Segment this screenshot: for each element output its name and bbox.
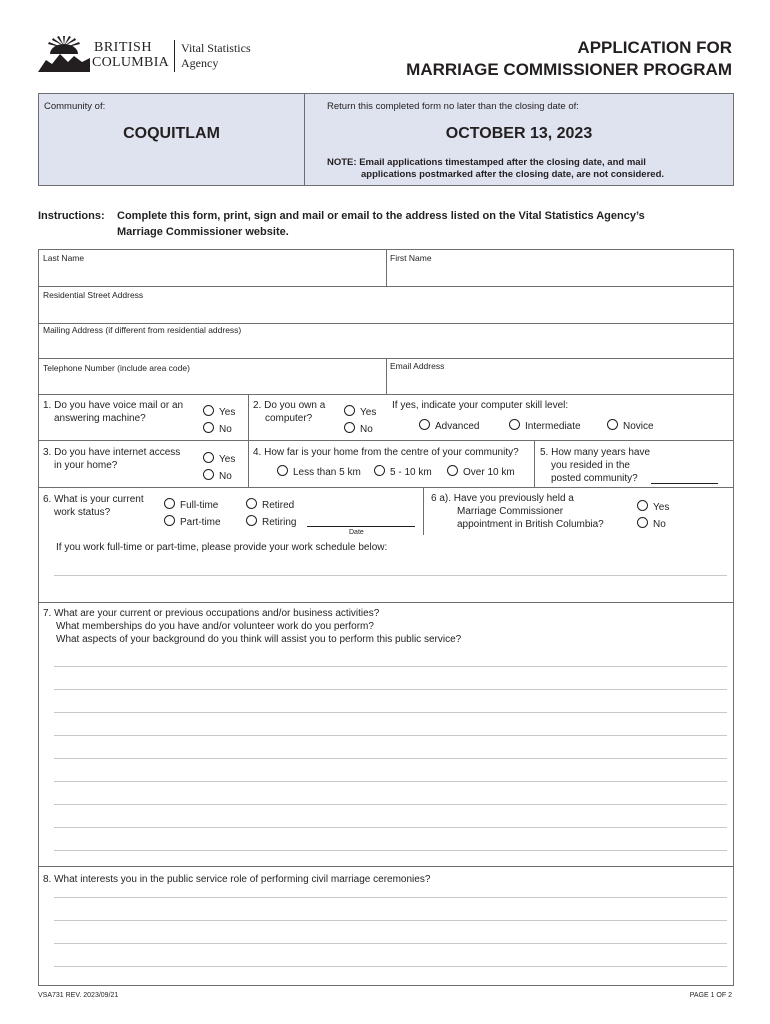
last-name-field[interactable] [39,262,385,285]
q6-text-line2: work status? [54,507,111,518]
q2-yes-radio[interactable] [344,405,355,416]
work-parttime-label: Part-time [180,517,221,528]
q6-text-line1: 6. What is your current [43,494,144,505]
skill-intermediate-label: Intermediate [525,421,581,432]
last-name-label: Last Name [43,253,85,263]
q7-text-line1: 7. What are your current or previous occupations and/or business activities? [43,608,380,619]
q8-answer-line[interactable] [54,966,727,967]
q7-answer-line[interactable] [54,712,727,713]
q6a-text-line2: Marriage Commissioner [457,506,564,517]
q7-answer-line[interactable] [54,804,727,805]
page-number: PAGE 1 OF 2 [689,992,732,999]
email-field[interactable] [387,371,732,393]
q1-text-line1: 1. Do you have voice mail or an [43,400,184,411]
distance-over10-label: Over 10 km [463,467,515,478]
q5-text-line3: posted community? [551,473,638,484]
application-info-box [38,93,734,186]
work-retiring-label: Retiring [262,517,297,528]
logo-divider [174,40,175,72]
work-retiring-radio[interactable] [246,515,257,526]
q6a-no-label: No [653,519,666,530]
years-resided-field[interactable] [651,483,718,484]
q8-answer-line[interactable] [54,897,727,898]
q6a-text-line1: 6 a). Have you previously held a [431,493,574,504]
skill-novice-radio[interactable] [607,419,618,430]
work-schedule-prompt: If you work full-time or part-time, please provide your work schedule below: [56,542,388,553]
logo-agency-line2: Agency [181,56,219,70]
q1-yes-radio[interactable] [203,405,214,416]
distance-5to10-label: 5 - 10 km [390,467,432,478]
q6a-text-line3: appointment in British Columbia? [457,519,604,530]
q7-answer-line[interactable] [54,827,727,828]
instructions-label: Instructions: [38,210,105,222]
q2-text-line1: 2. Do you own a [253,400,326,411]
q4-text: 4. How far is your home from the centre of your community? [253,447,519,458]
q7-text-line3: What aspects of your background do you think will assist you to perform this public service? [56,634,462,645]
q7-answer-line[interactable] [54,689,727,690]
work-fulltime-label: Full-time [180,500,219,511]
application-form [38,249,734,986]
bc-logo [38,36,253,76]
q7-answer-line[interactable] [54,735,727,736]
q6a-no-radio[interactable] [637,517,648,528]
residential-address-label: Residential Street Address [43,290,144,300]
community-label: Community of: [44,101,106,112]
mailing-address-field[interactable] [39,335,732,357]
distance-5to10-radio[interactable] [374,465,385,476]
work-schedule-line[interactable] [54,575,727,576]
q1-yes-label: Yes [219,407,236,418]
first-name-field[interactable] [387,262,732,285]
q6a-yes-radio[interactable] [637,500,648,511]
q3-text-line1: 3. Do you have internet access [43,447,181,458]
page-title-line1: APPLICATION FOR [577,38,732,57]
q2-no-label: No [360,424,373,435]
note-line1: NOTE: Email applications timestamped after the closing date, and mail [327,157,646,168]
logo-line1: BRITISH [94,40,152,55]
distance-under5-label: Less than 5 km [293,467,361,478]
distance-under5-radio[interactable] [277,465,288,476]
mailing-address-label: Mailing Address (if different from residential address) [43,325,242,335]
q1-no-radio[interactable] [203,422,214,433]
q1-text-line2: answering machine? [54,413,146,424]
q3-text-line2: in your home? [54,460,118,471]
form-id: VSA731 REV. 2023/09/21 [38,992,119,999]
skill-advanced-label: Advanced [435,421,480,432]
work-fulltime-radio[interactable] [164,498,175,509]
q8-text: 8. What interests you in the public service role of performing civil marriage ceremonies? [43,874,431,885]
email-label: Email Address [390,361,445,371]
q2-no-radio[interactable] [344,422,355,433]
first-name-label: First Name [390,253,432,263]
distance-over10-radio[interactable] [447,465,458,476]
q2-yes-label: Yes [360,407,377,418]
q8-answer-line[interactable] [54,943,727,944]
q5-text-line2: you resided in the [551,460,630,471]
return-label: Return this completed form no later than the closing date of: [327,101,579,112]
q3-no-label: No [219,471,232,482]
q7-answer-line[interactable] [54,758,727,759]
work-retired-label: Retired [262,500,295,511]
telephone-label: Telephone Number (include area code) [43,363,190,373]
skill-intermediate-radio[interactable] [509,419,520,430]
q3-no-radio[interactable] [203,469,214,480]
instructions-line2: Marriage Commissioner website. [117,226,289,238]
page-title-line2: MARRIAGE COMMISSIONER PROGRAM [406,60,732,79]
skill-advanced-radio[interactable] [419,419,430,430]
telephone-field[interactable] [39,373,385,393]
note-line2: applications postmarked after the closing date, are not considered. [361,169,665,180]
bc-sun-icon [38,36,90,74]
q6a-yes-label: Yes [653,502,670,513]
q3-yes-label: Yes [219,454,236,465]
skill-novice-label: Novice [623,421,654,432]
instructions-line1: Complete this form, print, sign and mail or email to the address listed on the Vital Statistics Agency’s [117,210,645,222]
q8-answer-line[interactable] [54,920,727,921]
q2-text-line2: computer? [265,413,313,424]
q3-yes-radio[interactable] [203,452,214,463]
closing-date: OCTOBER 13, 2023 [445,125,593,142]
community-value: COQUITLAM [123,125,220,142]
residential-address-field[interactable] [39,300,732,322]
q7-text-line2: What memberships do you have and/or volunteer work do you perform? [56,621,374,632]
retiring-date-label: Date [349,529,364,536]
q5-text-line1: 5. How many years have [540,447,651,458]
q7-answer-line[interactable] [54,666,727,667]
retiring-date-field[interactable] [307,526,415,527]
skill-level-label: If yes, indicate your computer skill level: [392,400,569,411]
q1-no-label: No [219,424,232,435]
q7-answer-line[interactable] [54,781,727,782]
work-retired-radio[interactable] [246,498,257,509]
logo-agency-line1: Vital Statistics [181,41,251,55]
work-parttime-radio[interactable] [164,515,175,526]
logo-line2: COLUMBIA [92,55,170,70]
q7-answer-line[interactable] [54,850,727,851]
